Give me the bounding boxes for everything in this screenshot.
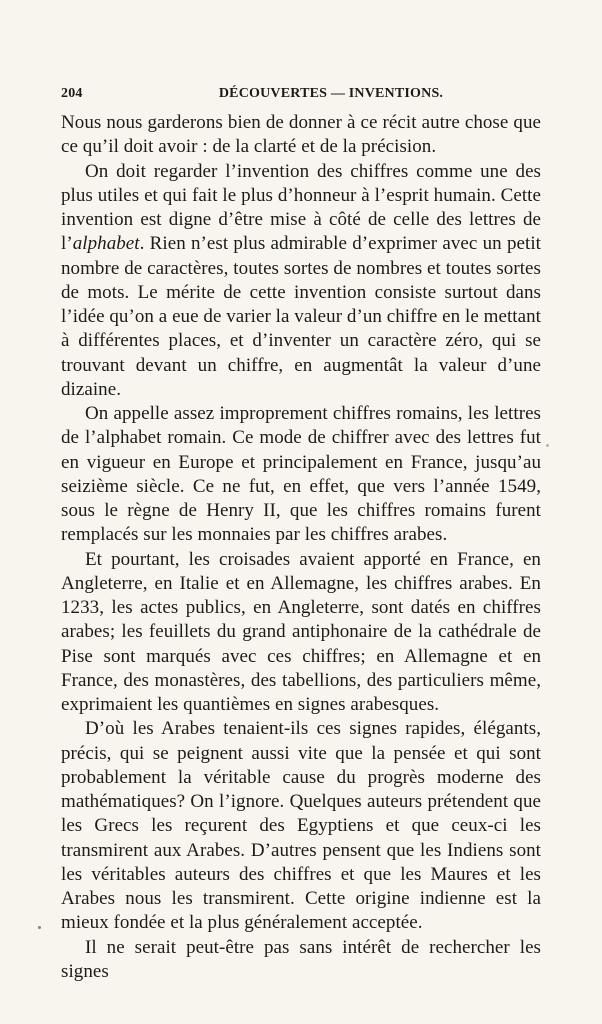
paragraph-3: On appelle assez improprement chiffres romains, les lettres de l’alphabet romain. Ce mode de chiffrer avec des lettres fut en vigueur en Europe et principalement en France, jusqu’au seizième siècle. Ce ne fut, en effet, que vers l’année 1549, sous le règne de Henry II, que les chiffres romains furent remplacés sur les monnaies par les chiffres arabes. (61, 403, 541, 546)
page-header (61, 86, 541, 110)
paragraph-2-text: On doit regarder l’invention des chiffres comme une des plus utiles et qui fait le plus d’honneur à l’esprit humain. Cette invention est digne d’être mise à côté de celle des lettres de l’ (61, 160, 541, 255)
page-number: 204 (61, 86, 83, 101)
paragraph-5: D’où les Arabes tenaient-ils ces signes rapides, élégants, précis, qui se peignent aussi vite que la pensée et qui sont probablement la véritable cause du progrès moderne des mathématiques? On l’ignore. Quelques auteurs prétendent que les Grecs les reçurent des Egyptiens et que ceux-ci les transmirent aux Arabes. D’autres pensent que les Indiens sont les véritables auteurs des chiffres et que les Maures et les Arabes nous les transmirent. Cette origine indienne est la mieux fondée et la plus généralement acceptée. (61, 718, 541, 934)
paragraph-4: Et pourtant, les croisades avaient apporté en France, en Angleterre, en Italie et en Allemagne, les chiffres arabes. En 1233, les actes publics, en Angleterre, sont datés en chiffres arabes; les feuillets du grand antiphonaire de la cathédrale de Pise sont marqués avec ces chiffres; en Allemagne et en France, des monastères, des tabellions, des particuliers même, exprimaient les quantièmes en signes arabesques. (61, 548, 541, 715)
paragraph-1: Nous nous garderons bien de donner à ce récit autre chose que ce qu’il doit avoir : de la clarté et de la précision. (61, 112, 541, 158)
italic-alphabet: alphabet (72, 233, 140, 255)
paragraph-6: Il ne serait peut-être pas sans intérêt de rechercher les signes (61, 936, 541, 982)
margin-speck (546, 444, 549, 447)
paragraph-2 (61, 160, 541, 403)
body-text (61, 111, 541, 984)
paragraph-2-rest: . Rien n’est plus admirable d’exprimer avec un petit nombre de caractères, toutes sortes de nombres et toutes sortes de mots. Le mérite de cette invention consiste surtout dans l’idée qu’on a eue de varier la valeur d’un chiffre en le mettant à différentes places, et d’inventer un caractère zéro, qui se trouvant devant un chiffre, en augmentât la valeur d’une dizaine. (61, 233, 541, 400)
margin-dot (38, 926, 41, 929)
running-title: DÉCOUVERTES — INVENTIONS. (218, 86, 444, 101)
